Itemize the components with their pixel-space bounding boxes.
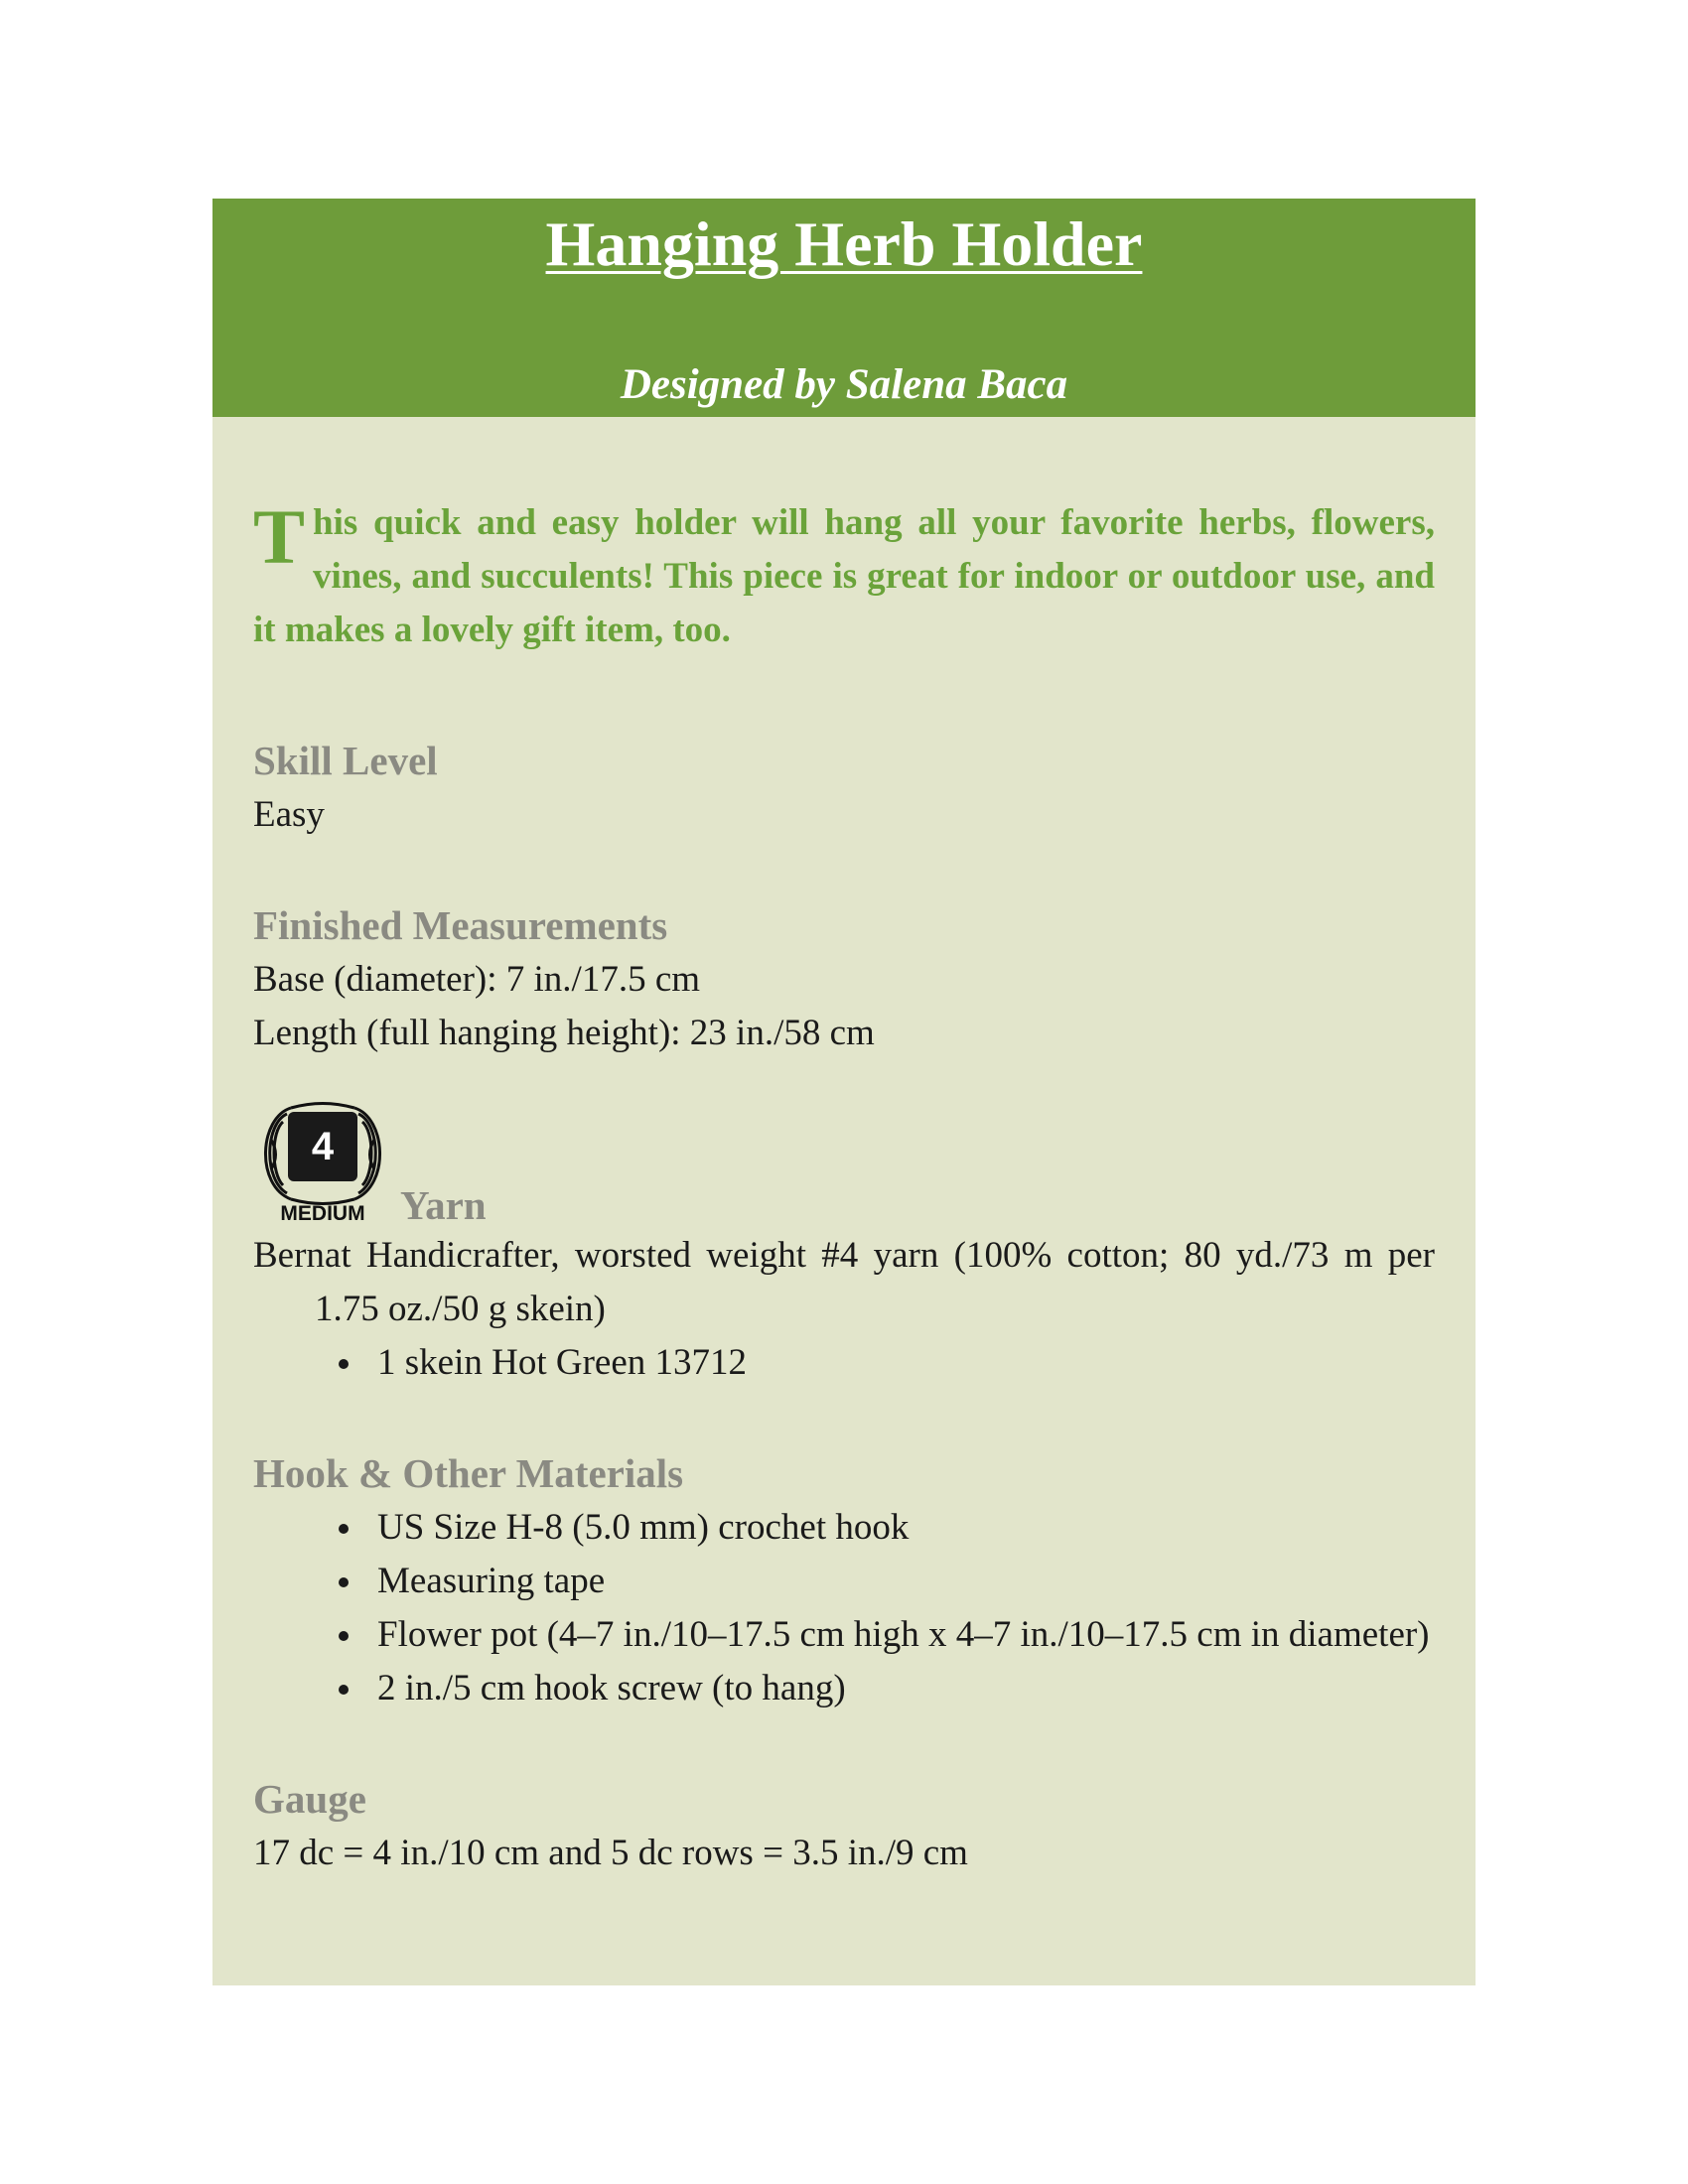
finished-measurements-heading: Finished Measurements [253,902,668,948]
yarn-description: Bernat Handicrafter, worsted weight #4 yarn (100% cotton; 80 yd./73 m per 1.75 oz./50 g skein) [253,1235,1435,1329]
skill-level-value: Easy [253,794,325,835]
intro-paragraph [253,493,1435,657]
yarn-weight-number: 4 [311,1125,335,1168]
yarn-weight-medium-icon [253,1100,392,1229]
list-item: Flower pot (4–7 in./10–17.5 cm high x 4–7 in./10–17.5 cm in diameter) [337,1608,1435,1662]
list-item: US Size H-8 (5.0 mm) crochet hook [337,1501,1435,1555]
materials-list [253,1501,1435,1715]
yarn-list [253,1336,1435,1390]
pattern-title: Hanging Herb Holder [545,208,1143,279]
measurement-line: Base (diameter): 7 in./17.5 cm [253,959,701,1000]
pattern-card [212,199,1476,1985]
drop-cap: T [253,493,306,580]
yarn-weight-label: MEDIUM [280,1202,365,1225]
list-item: Measuring tape [337,1555,1435,1608]
list-item: 1 skein Hot Green 13712 [337,1336,1435,1390]
list-item: 2 in./5 cm hook screw (to hang) [337,1662,1435,1715]
measurement-line: Length (full hanging height): 23 in./58 cm [253,1013,875,1053]
designer-byline: Designed by Salena Baca [620,361,1068,408]
hook-materials-heading: Hook & Other Materials [253,1450,684,1496]
title-banner [212,199,1476,417]
yarn-heading-row [253,1100,1435,1229]
yarn-heading: Yarn [400,1182,487,1228]
skill-level-heading: Skill Level [253,738,438,783]
pattern-content [253,493,1435,1880]
gauge-value: 17 dc = 4 in./10 cm and 5 dc rows = 3.5 in./9 cm [253,1833,968,1873]
intro-text: his quick and easy holder will hang all your favorite herbs, flowers, vines, and succulents! This piece is great for indoor or outdoor use, and it makes a lovely gift item, too. [253,502,1435,650]
gauge-heading: Gauge [253,1776,366,1822]
